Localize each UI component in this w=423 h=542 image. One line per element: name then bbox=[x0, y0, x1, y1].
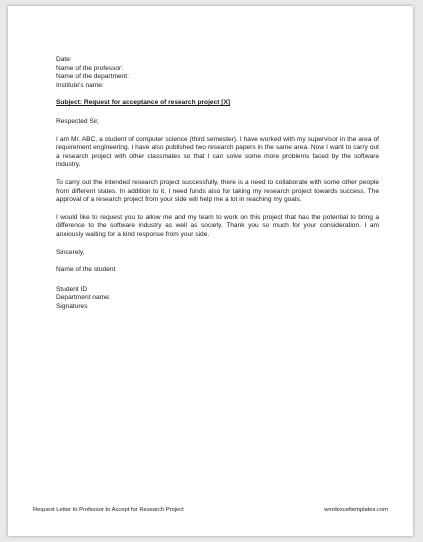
date-label: Date: bbox=[56, 56, 72, 63]
letter-subject: Subject: Request for acceptance of research project [X] bbox=[56, 99, 231, 107]
paragraph-3: I would like to request you to allow me and my team to work on this project that has the potential to bring a difference to the software industry as well as society. Thank you so much for your consideration. I am anxiously waiting for a kind response from your side. bbox=[56, 213, 379, 238]
letter-closing: Sincerely, bbox=[56, 248, 85, 256]
page-footer bbox=[33, 506, 388, 514]
department-name-label: Name of the department: bbox=[56, 73, 129, 81]
document-page bbox=[8, 6, 413, 536]
institute-name-label: Institute's name: bbox=[56, 81, 104, 89]
paragraph-2: To carry out the intended research project successfully, there is a need to collaborate with some other people from different states. In addition to it, I need funds also for taking my research project towards success. The approval of a research project from your side will help me a lot in reaching my goals. bbox=[56, 178, 379, 204]
footer-site: wordexceltemplates.com bbox=[324, 507, 388, 513]
signer-name: Name of the student bbox=[56, 266, 116, 274]
department-label: Department name: bbox=[56, 294, 111, 302]
student-id-label: Student ID bbox=[56, 285, 88, 293]
signatures-label: Signatures bbox=[56, 302, 88, 310]
footer-title: Request Letter to Professor to Accept for Research Project bbox=[33, 507, 184, 513]
signature-block bbox=[56, 286, 379, 312]
letter-body bbox=[56, 56, 379, 311]
letter-greeting: Respected Sir, bbox=[56, 117, 99, 125]
paragraph-1: I am Mr. ABC, a student of computer science (third semester). I have worked with my supervisor in the area of requirement engineering. I have also published two research papers in the same area. Now I want to carry out a research project with other classmates so that I can solve some more problems faced by the software industry. bbox=[56, 135, 379, 169]
professor-name-label: Name of the professor: bbox=[56, 64, 124, 72]
letter-header bbox=[56, 56, 379, 90]
